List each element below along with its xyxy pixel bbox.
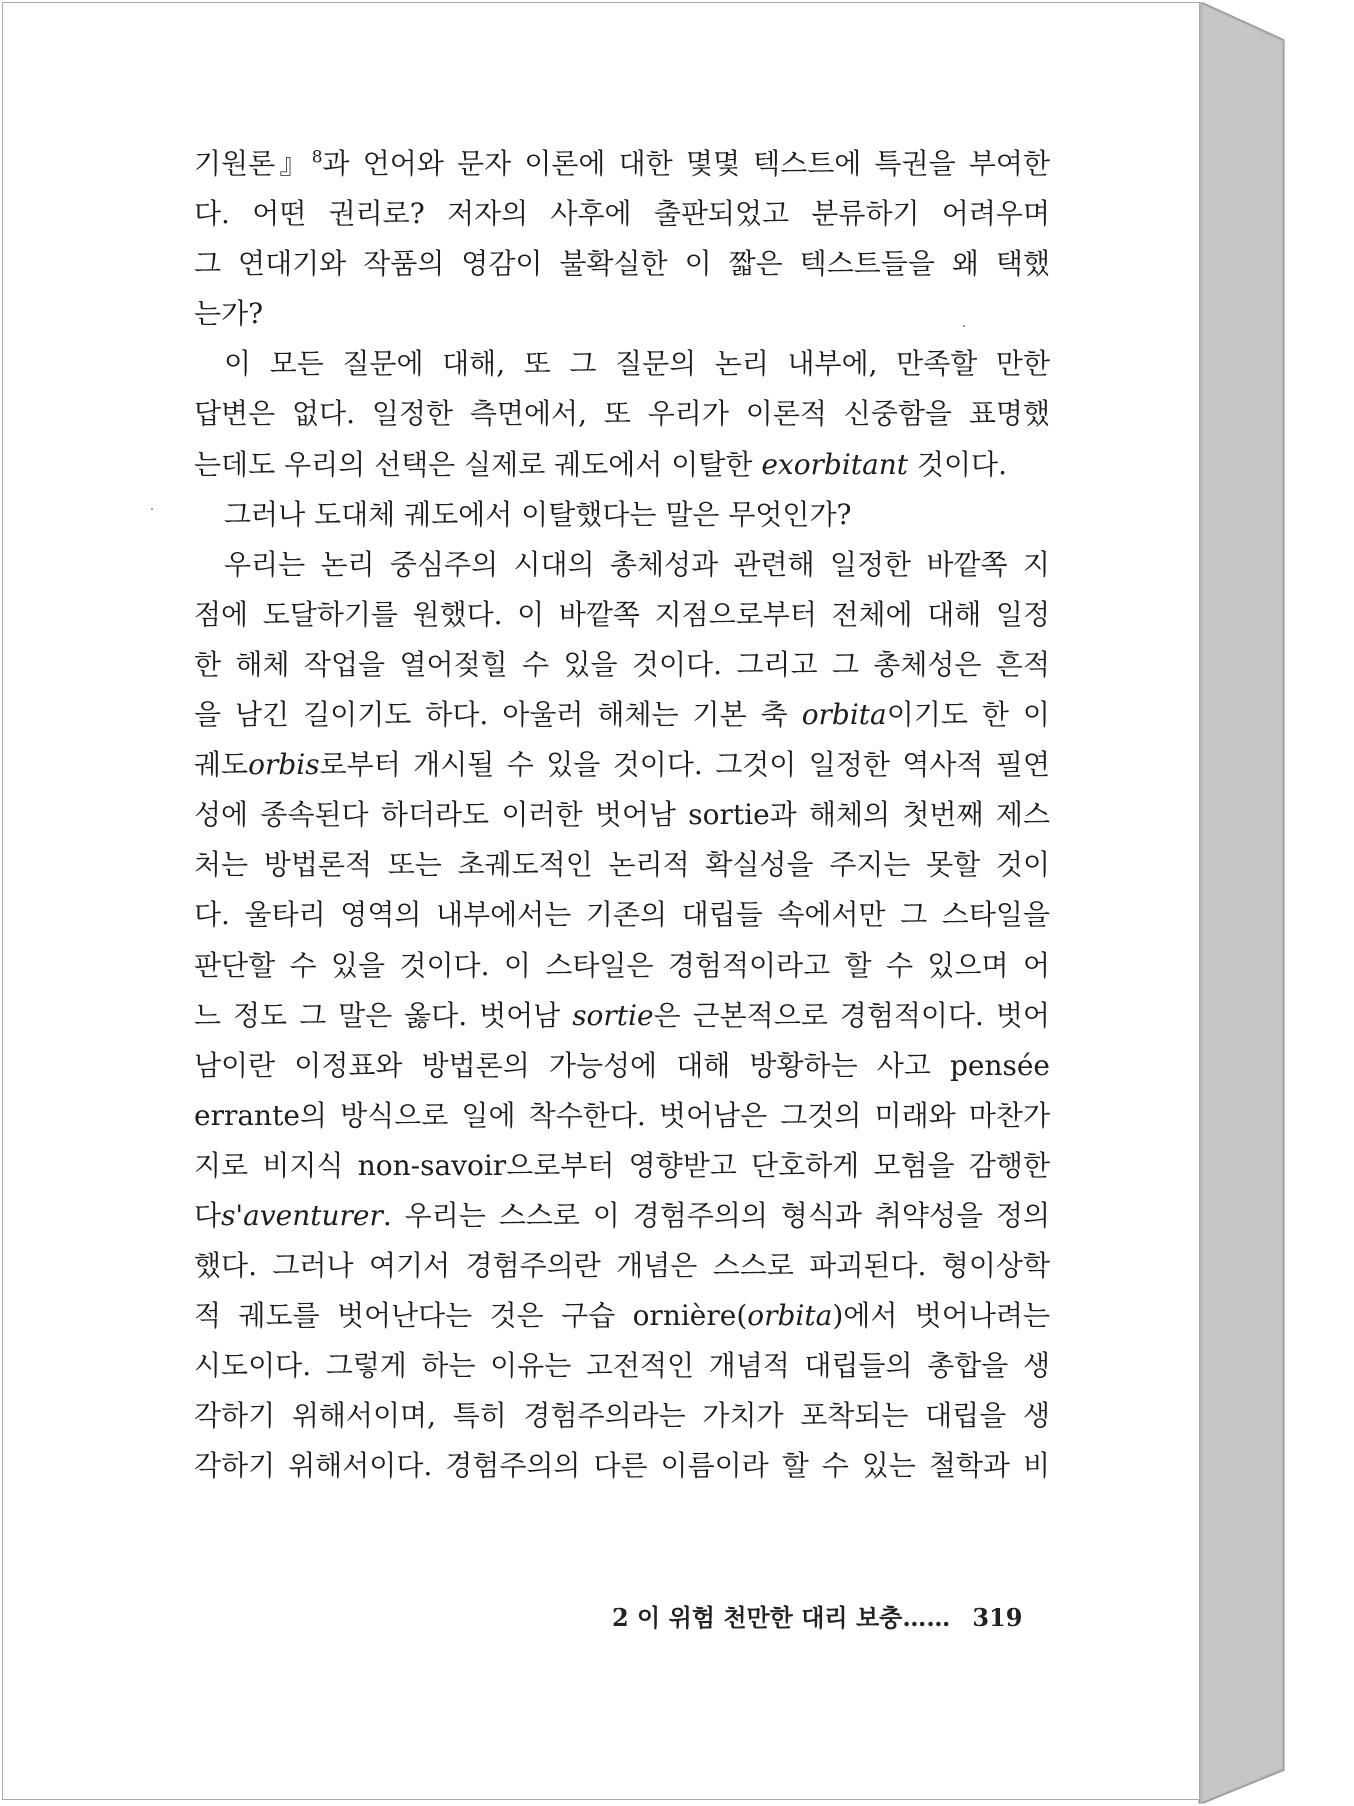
text-line: 적 궤도를 벗어난다는 것은 구습 ornière(orbita)에서 벗어나려는 <box>194 1299 1050 1333</box>
text-line: 한 해체 작업을 열어젖힐 수 있을 것이다. 그리고 그 총체성은 흔적 <box>194 647 1050 681</box>
text-line: 그러나 도대체 궤도에서 이탈했다는 말은 무엇인가? <box>224 497 852 531</box>
text-line: 각하기 위해서이며, 특히 경험주의라는 가치가 포착되는 대립을 생 <box>194 1399 1050 1433</box>
text-line: 이 모든 질문에 대해, 또 그 질문의 논리 내부에, 만족할 만한 <box>224 347 1050 381</box>
text-line: 궤도orbis로부터 개시될 수 있을 것이다. 그것이 일정한 역사적 필연 <box>194 748 1050 782</box>
text-line: 했다. 그러나 여기서 경험주의란 개념은 스스로 파괴된다. 형이상학 <box>194 1249 1050 1283</box>
text-line: 판단할 수 있을 것이다. 이 스타일은 경험적이라고 할 수 있으며 어 <box>194 948 1050 982</box>
text-line: 는가? <box>194 297 264 331</box>
italic-term: orbita <box>801 698 887 732</box>
italic-term: exorbitant <box>761 447 909 481</box>
text-line: 점에 도달하기를 원했다. 이 바깥쪽 지점으로부터 전체에 대해 일정 <box>194 597 1050 631</box>
footnote-marker[interactable]: 8 <box>311 147 323 168</box>
body-text <box>194 139 1050 1492</box>
text-line: 다s'aventurer. 우리는 스스로 이 경험주의의 형식과 취약성을 정의 <box>194 1198 1050 1232</box>
italic-term: orbita <box>747 1299 833 1333</box>
text-line: 다. 어떤 권리로? 저자의 사후에 출판되었고 분류하기 어려우며 <box>194 197 1050 231</box>
text-line: 는데도 우리의 선택은 실제로 궤도에서 이탈한 exorbitant 것이다. <box>194 447 1007 481</box>
running-title: 2 이 위험 천만한 대리 보충…… <box>612 1603 951 1632</box>
text-line: errante의 방식으로 일에 착수한다. 벗어남은 그것의 미래와 마찬가 <box>194 1098 1050 1132</box>
text-line: 우리는 논리 중심주의 시대의 총체성과 관련해 일정한 바깥쪽 지 <box>224 547 1050 581</box>
page-number: 319 <box>972 1603 1023 1632</box>
scan-speck <box>151 508 153 510</box>
text-line: 기원론』$^8$과 언어와 문자 이론에 대한 몇몇 텍스트에 특권을 부여한 <box>194 147 1050 180</box>
italic-term: orbis <box>248 748 320 782</box>
text-line: 각하기 위해서이다. 경험주의의 다른 이름이라 할 수 있는 철학과 비 <box>194 1449 1050 1483</box>
text-line: 남이란 이정표와 방법론의 가능성에 대해 방황하는 사고 pensée <box>194 1048 1050 1082</box>
text-line: 느 정도 그 말은 옳다. 벗어남 sortie은 근본적으로 경험적이다. 벗어 <box>194 998 1050 1032</box>
text-line: 그 연대기와 작품의 영감이 불확실한 이 짧은 텍스트들을 왜 택했 <box>194 247 1050 281</box>
text-line: 지로 비지식 non-savoir으로부터 영향받고 단호하게 모험을 감행한 <box>194 1148 1050 1182</box>
text-line: 을 남긴 길이기도 하다. 아울러 해체는 기본 축 orbita이기도 한 이 <box>194 698 1050 732</box>
text-line: 성에 종속된다 하더라도 이러한 벗어남 sortie과 해체의 첫번째 제스 <box>194 798 1050 832</box>
running-footer <box>612 1598 1022 1633</box>
text-line: 답변은 없다. 일정한 측면에서, 또 우리가 이론적 신중함을 표명했 <box>194 397 1050 431</box>
text-line: 다. 울타리 영역의 내부에서는 기존의 대립들 속에서만 그 스타일을 <box>194 898 1050 932</box>
text-line: 시도이다. 그렇게 하는 이유는 고전적인 개념적 대립들의 총합을 생 <box>194 1349 1050 1383</box>
text-line: 처는 방법론적 또는 초궤도적인 논리적 확실성을 주지는 못할 것이 <box>194 848 1050 882</box>
italic-term: sortie <box>572 998 654 1032</box>
italic-term: s'aventurer <box>221 1198 383 1232</box>
